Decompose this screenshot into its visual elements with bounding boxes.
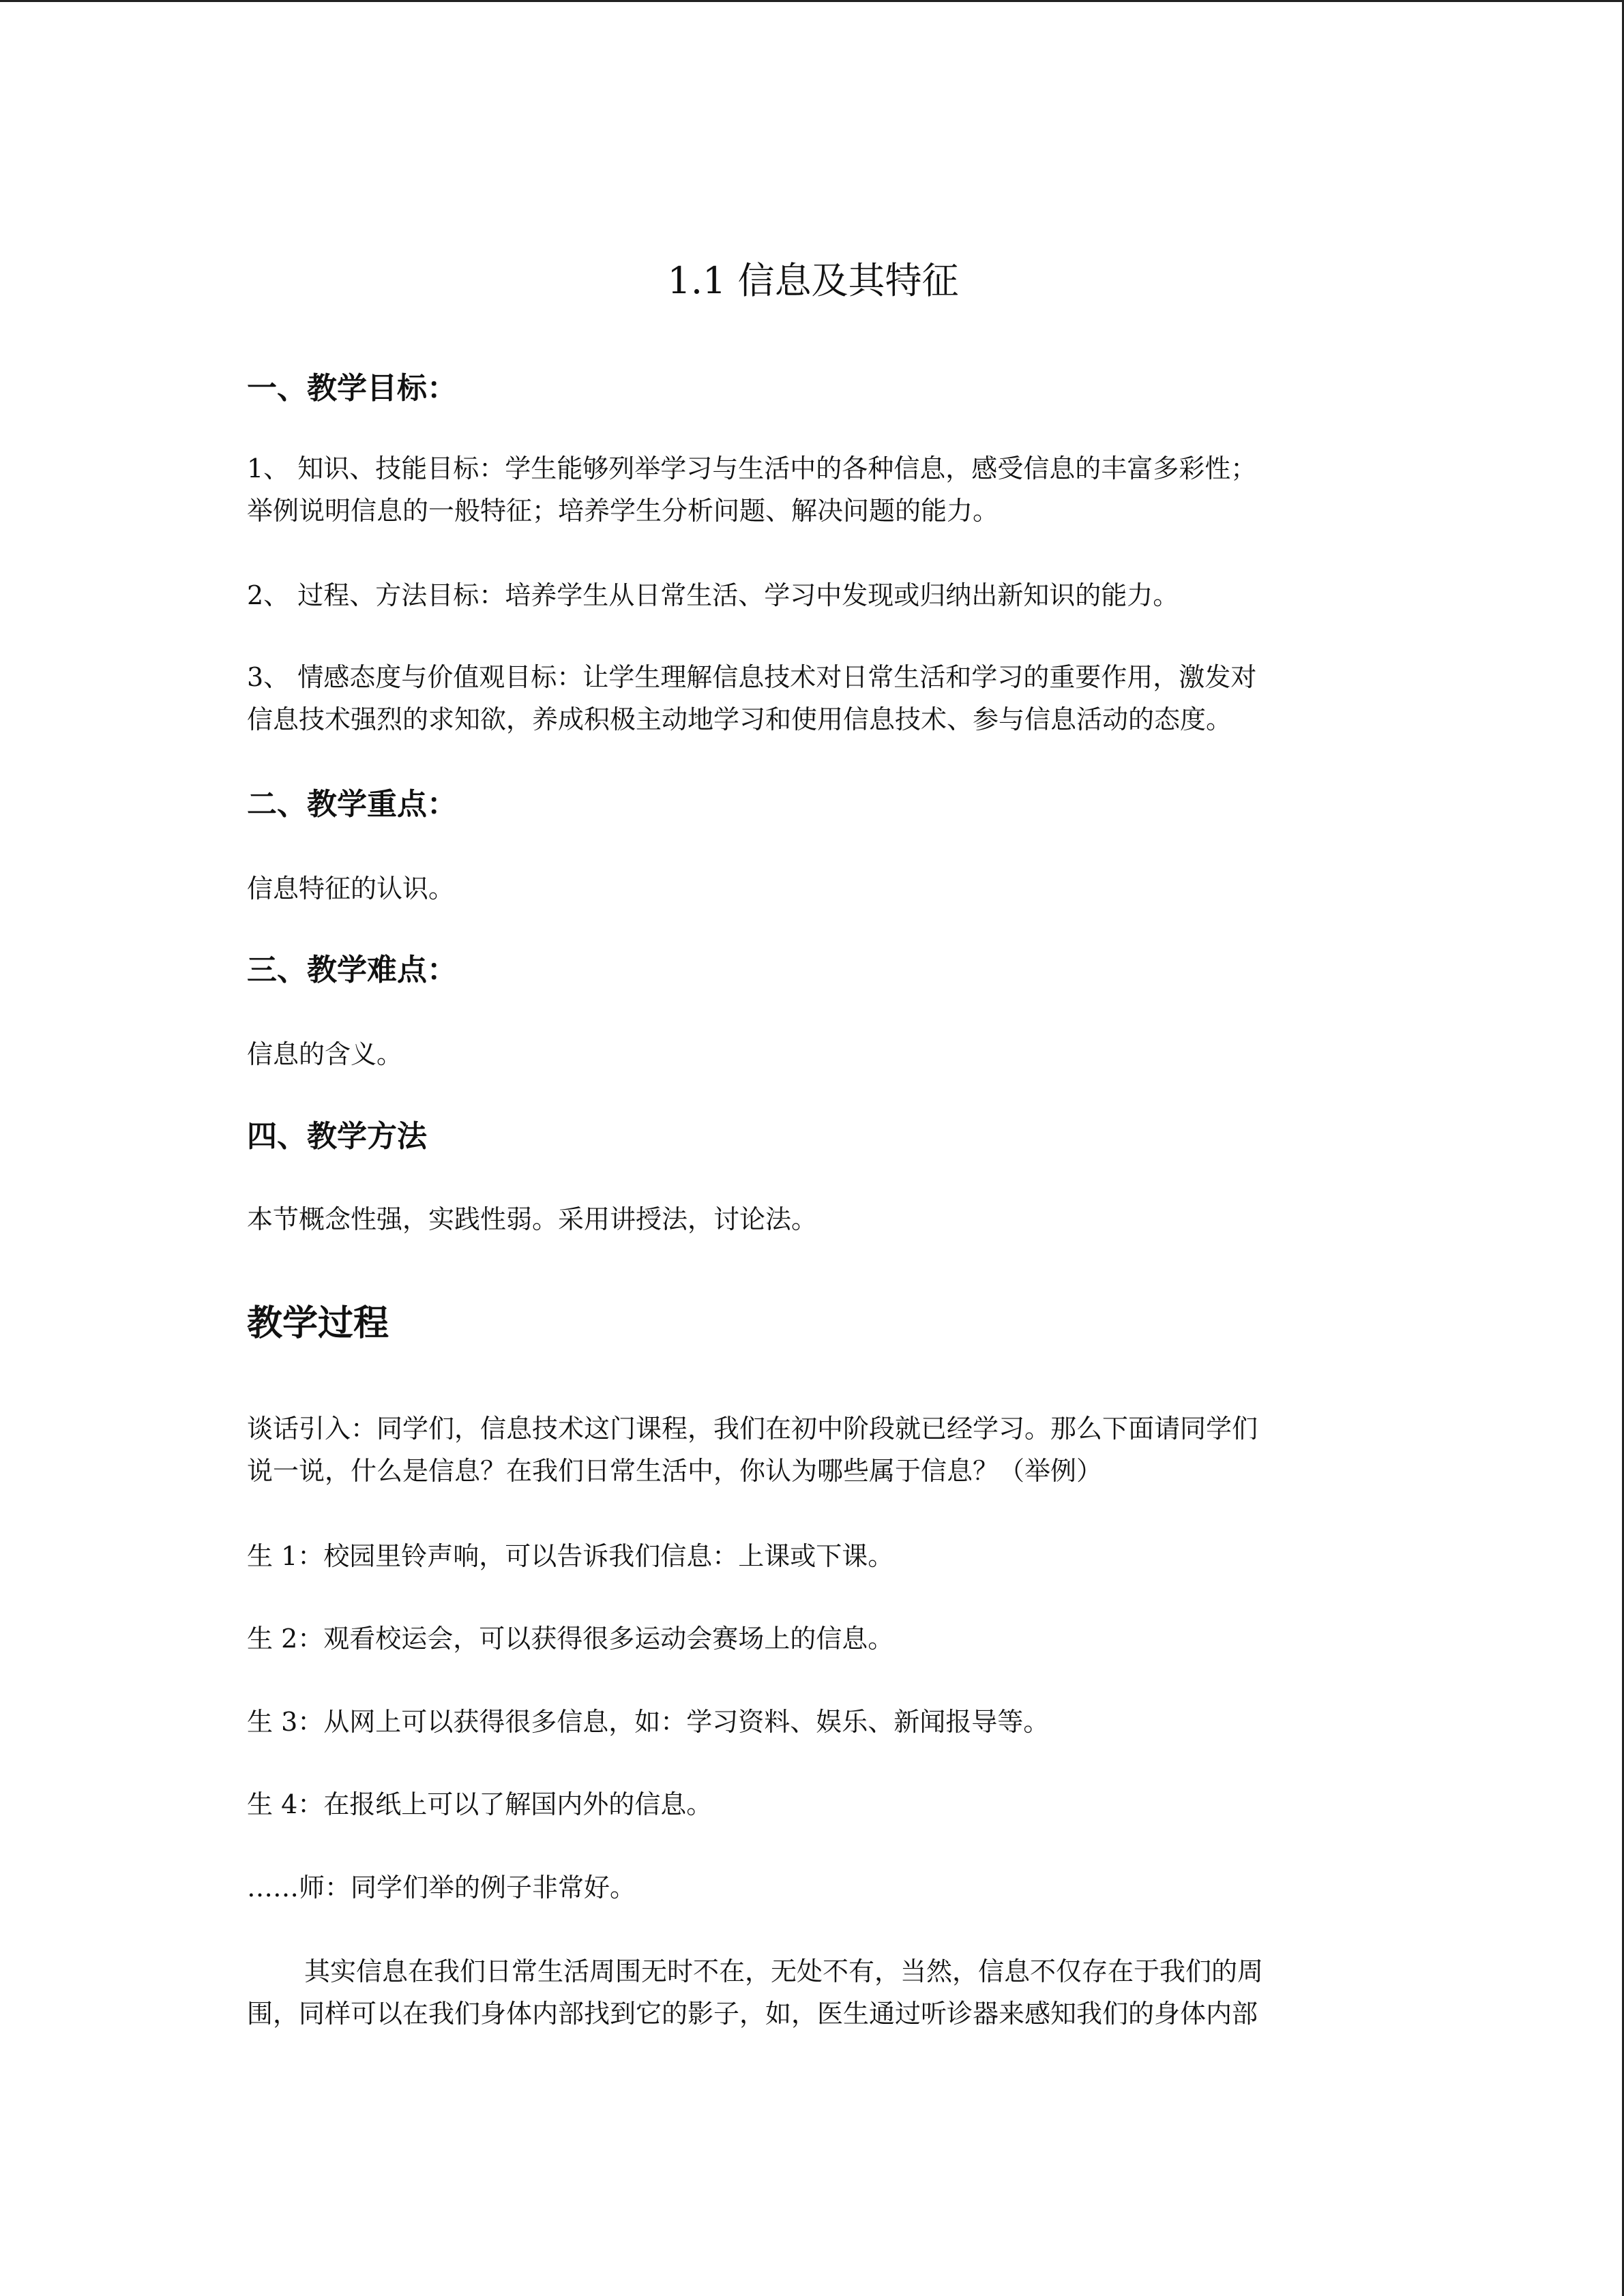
- difficulty-line: 信息的含义。: [247, 1039, 403, 1069]
- teacher-remark-line: ……师：同学们举的例子非常好。: [247, 1873, 636, 1903]
- objective-1: [247, 447, 1379, 532]
- intro-line-1: 谈话引入：同学们，信息技术这门课程，我们在初中阶段就已经学习。那么下面请同学们: [247, 1414, 1258, 1444]
- objective-2: [247, 574, 1379, 616]
- page-border-top: [0, 0, 1624, 2]
- student-4-line: 生 4：在报纸上可以了解国内外的信息。: [247, 1789, 713, 1819]
- student-3-line: 生 3：从网上可以获得很多信息，如：学习资料、娱乐、新闻报导等。: [247, 1707, 1050, 1737]
- objectives-heading: 一、教学目标：: [247, 371, 457, 406]
- intro-paragraph: [247, 1407, 1379, 1492]
- student-2: [247, 1617, 1379, 1660]
- difficulty-text: [247, 1033, 1379, 1075]
- method-heading: 四、教学方法: [247, 1119, 427, 1154]
- student-3: [247, 1701, 1379, 1743]
- difficulty-heading: 三、教学难点：: [247, 953, 457, 987]
- objective-3-line-1: 3、 情感态度与价值观目标：让学生理解信息技术对日常生活和学习的重要作用，激发对: [247, 662, 1257, 692]
- student-4: [247, 1783, 1379, 1825]
- key-points-text: [247, 867, 1379, 910]
- method-text: [247, 1198, 1379, 1240]
- key-points-line: 信息特征的认识。: [247, 874, 455, 904]
- closing-paragraph: [247, 1950, 1379, 2035]
- intro-line-2: 说一说，什么是信息？在我们日常生活中，你认为哪些属于信息？（举例）: [247, 1456, 1103, 1486]
- objective-3-line-2: 信息技术强烈的求知欲，养成积极主动地学习和使用信息技术、参与信息活动的态度。: [247, 704, 1232, 734]
- teacher-remark: [247, 1866, 1379, 1909]
- student-1-line: 生 1：校园里铃声响，可以告诉我们信息：上课或下课。: [247, 1541, 894, 1571]
- objective-1-line-2: 举例说明信息的一般特征；培养学生分析问题、解决问题的能力。: [247, 496, 999, 526]
- closing-line-1: 其实信息在我们日常生活周围无时不在，无处不有，当然，信息不仅存在于我们的周: [304, 1956, 1264, 1986]
- objective-2-line: 2、 过程、方法目标：培养学生从日常生活、学习中发现或归纳出新知识的能力。: [247, 580, 1179, 610]
- method-line: 本节概念性强，实践性弱。采用讲授法，讨论法。: [247, 1204, 818, 1234]
- closing-line-2: 围，同样可以在我们身体内部找到它的影子，如，医生通过听诊器来感知我们的身体内部: [247, 1999, 1258, 2029]
- page-title: 1.1 信息及其特征: [667, 259, 959, 302]
- student-1: [247, 1535, 1379, 1577]
- key-points-heading: 二、教学重点：: [247, 787, 457, 822]
- objective-3: [247, 656, 1379, 741]
- objective-1-line-1: 1、 知识、技能目标：学生能够列举学习与生活中的各种信息，感受信息的丰富多彩性；: [247, 453, 1257, 483]
- process-heading: 教学过程: [247, 1303, 389, 1344]
- student-2-line: 生 2：观看校运会，可以获得很多运动会赛场上的信息。: [247, 1624, 894, 1654]
